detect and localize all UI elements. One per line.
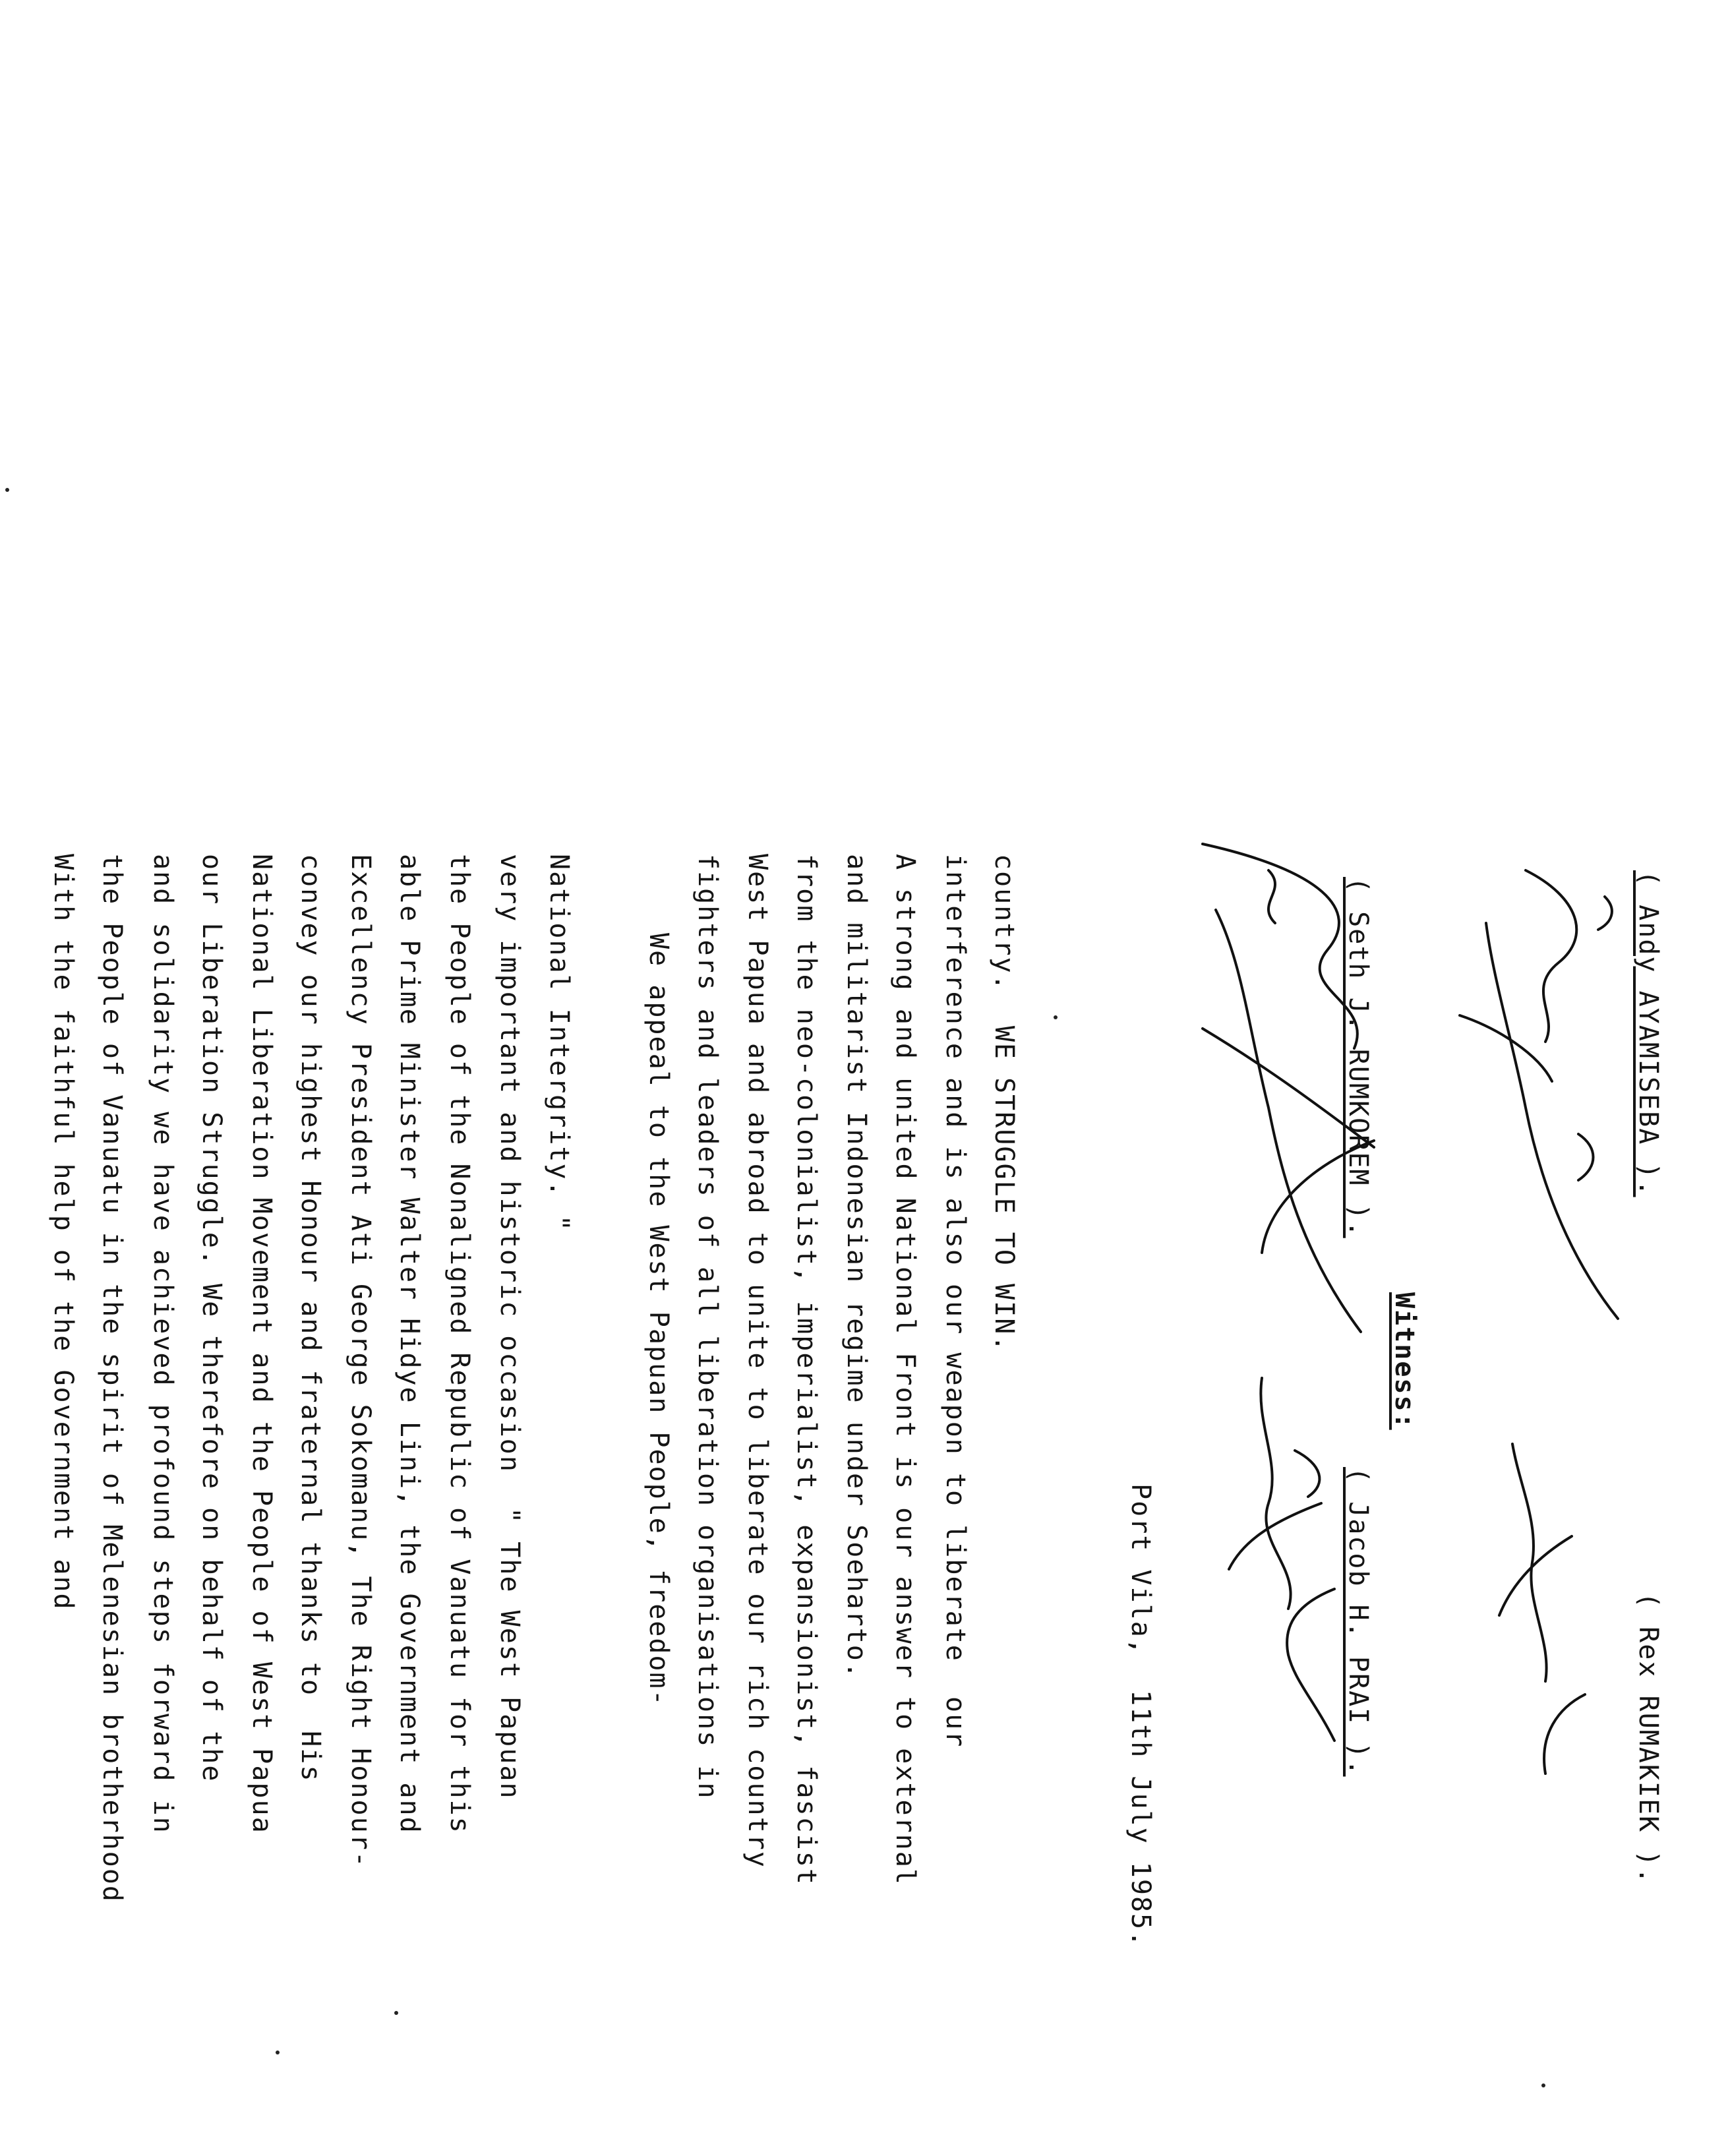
scan-speck — [394, 2011, 398, 2015]
paragraph2-line-3: West Papua and abroad to unite to liberate our rich country — [742, 854, 773, 1869]
witness-right-name: ( Rex RUMAKIEK ). — [1633, 1592, 1663, 1885]
scan-speck — [5, 488, 9, 492]
paragraph1-line-10: very important and historic occasion " The West Papuan — [494, 854, 525, 1800]
signatory-left-name: ( Seth J. RUMKOREM ). — [1343, 877, 1373, 1238]
witness-left-name: ( Andy AYAMISEBA ). — [1633, 870, 1663, 1197]
witness-label: Witness: — [1389, 1292, 1419, 1430]
scan-speck — [1054, 1015, 1058, 1019]
paragraph1-line-8: able Prime Minister Walter Hidye Lini, the Government and — [394, 854, 425, 1834]
paragraph1-line-3: and solidarity we have achieved profound steps forward in — [148, 854, 178, 1834]
paragraph2-line-8: country. WE STRUGGLE TO WIN. — [989, 854, 1019, 1353]
paragraph1-line-2: the People of Vanuatu in the spirit of Melenesian brotherhood — [97, 854, 127, 1903]
paragraph2-line-5: and militarist Indonesian regime under Soeharto. — [841, 854, 872, 1679]
signature-andy-ayamiseba-graphic — [1447, 857, 1657, 1332]
paragraph2-line-7: interference and is also our weapon to liberate our — [940, 854, 970, 1749]
paragraph2-line-2: fighters and leaders of all liberation organisations in — [692, 854, 723, 1800]
signatory-right-name: ( Jacob H. PRAI ). — [1343, 1467, 1373, 1777]
paragraph2-line-4: from the neo-colonialist, imperialist, expansionist, fascist — [791, 854, 821, 1886]
paragraph1-line-1: With the faithful help of the Government and — [48, 854, 78, 1611]
paragraph1-line-6: convey our highest Honour and fraternal thanks to His — [295, 854, 326, 1783]
signature-jacob-prai-graphic — [1216, 1371, 1361, 1767]
paragraph1-line-4: our Liberation Struggle. We therefore on behalf of the — [196, 854, 227, 1783]
paragraph2-line-6: A strong and united National Front is our answer to external — [890, 854, 920, 1886]
paragraph1-line-9: the People of the Nonaligned Republic of Vanuatu for this — [444, 854, 475, 1834]
signature-rex-rumakiek-graphic — [1466, 1431, 1611, 1800]
scan-speck — [1541, 2083, 1545, 2087]
paragraph1-line-7: Excellency President Ati George Sokomanu, The Right Honour- — [345, 854, 376, 1869]
signature-seth-rumkorem-graphic — [1183, 831, 1400, 1371]
place-date: Port Vila, 11th July 1985. — [1125, 1483, 1156, 1948]
paragraph2-line-1: We appeal to the West Papuan People, freedom- — [643, 933, 674, 1707]
scan-speck — [276, 2051, 280, 2054]
paragraph1-line-5: National Liberation Movement and the People of West Papua — [247, 854, 277, 1834]
paragraph1-line-11: National Intergrity. " — [544, 854, 574, 1232]
